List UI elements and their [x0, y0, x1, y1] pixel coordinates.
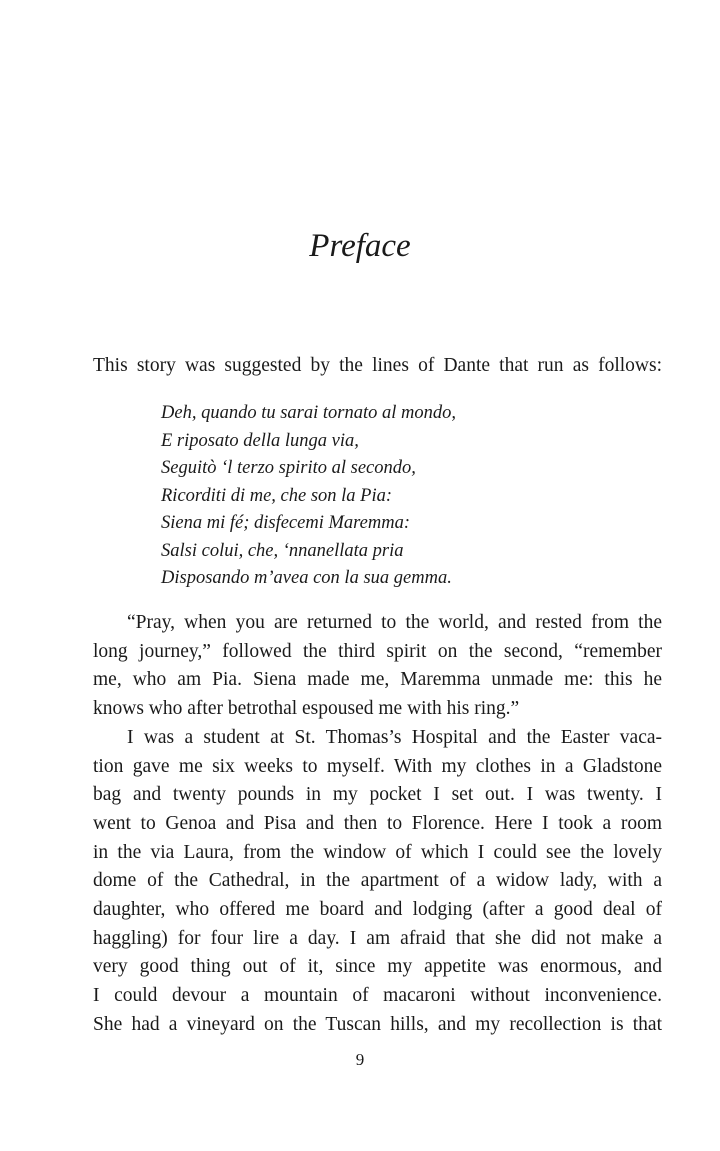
- text-line: haggling) for four lire a day. I am afraid that she did not make a: [93, 927, 662, 949]
- page-title: Preface: [309, 228, 411, 264]
- verse-line: Ricorditi di me, che son la Pia:: [161, 485, 393, 506]
- page-number: 9: [355, 1050, 365, 1069]
- intro-line: This story was suggested by the lines of Dante that run as follows:: [93, 355, 662, 376]
- verse-line: Deh, quando tu sarai tornato al mondo,: [161, 403, 456, 423]
- verse-line: E riposato della lunga via,: [161, 430, 359, 451]
- text-line: She had a vineyard on the Tuscan hills, and my recollection is that: [93, 1013, 662, 1035]
- text-line: in the via Laura, from the window of which I could see the lovely: [93, 841, 662, 863]
- text-line: long journey,” followed the third spirit on the second, “remember: [93, 640, 662, 662]
- text-line: “Pray, when you are returned to the world, and rested from the: [127, 612, 662, 633]
- text-line: tion gave me six weeks to myself. With my clothes in a Gladstone: [93, 755, 662, 777]
- text-line: bag and twenty pounds in my pocket I set out. I was twenty. I: [93, 784, 662, 806]
- text-line: daughter, who offered me board and lodging (after a good deal of: [93, 899, 662, 920]
- text-line: very good thing out of it, since my appetite was enormous, and: [93, 956, 662, 978]
- text-line: I was a student at St. Thomas’s Hospital and the Easter vaca-: [127, 726, 662, 748]
- verse-line: Salsi colui, che, ‘nnanellata pria: [161, 540, 404, 561]
- text-line: I could devour a mountain of macaroni without inconvenience.: [93, 985, 662, 1007]
- text-line: went to Genoa and Pisa and then to Florence. Here I took a room: [93, 812, 662, 834]
- verse-line: Disposando m’avea con la sua gemma.: [161, 568, 452, 588]
- text-line: knows who after betrothal espoused me with his ring.”: [93, 698, 520, 720]
- text-line: me, who am Pia. Siena made me, Maremma unmade me: this he: [93, 669, 662, 691]
- text-line: dome of the Cathedral, in the apartment of a widow lady, with a: [93, 870, 662, 892]
- verse-line: Seguitò ‘l terzo spirito al secondo,: [161, 458, 416, 478]
- verse-line: Siena mi fé; disfecemi Maremma:: [161, 513, 410, 533]
